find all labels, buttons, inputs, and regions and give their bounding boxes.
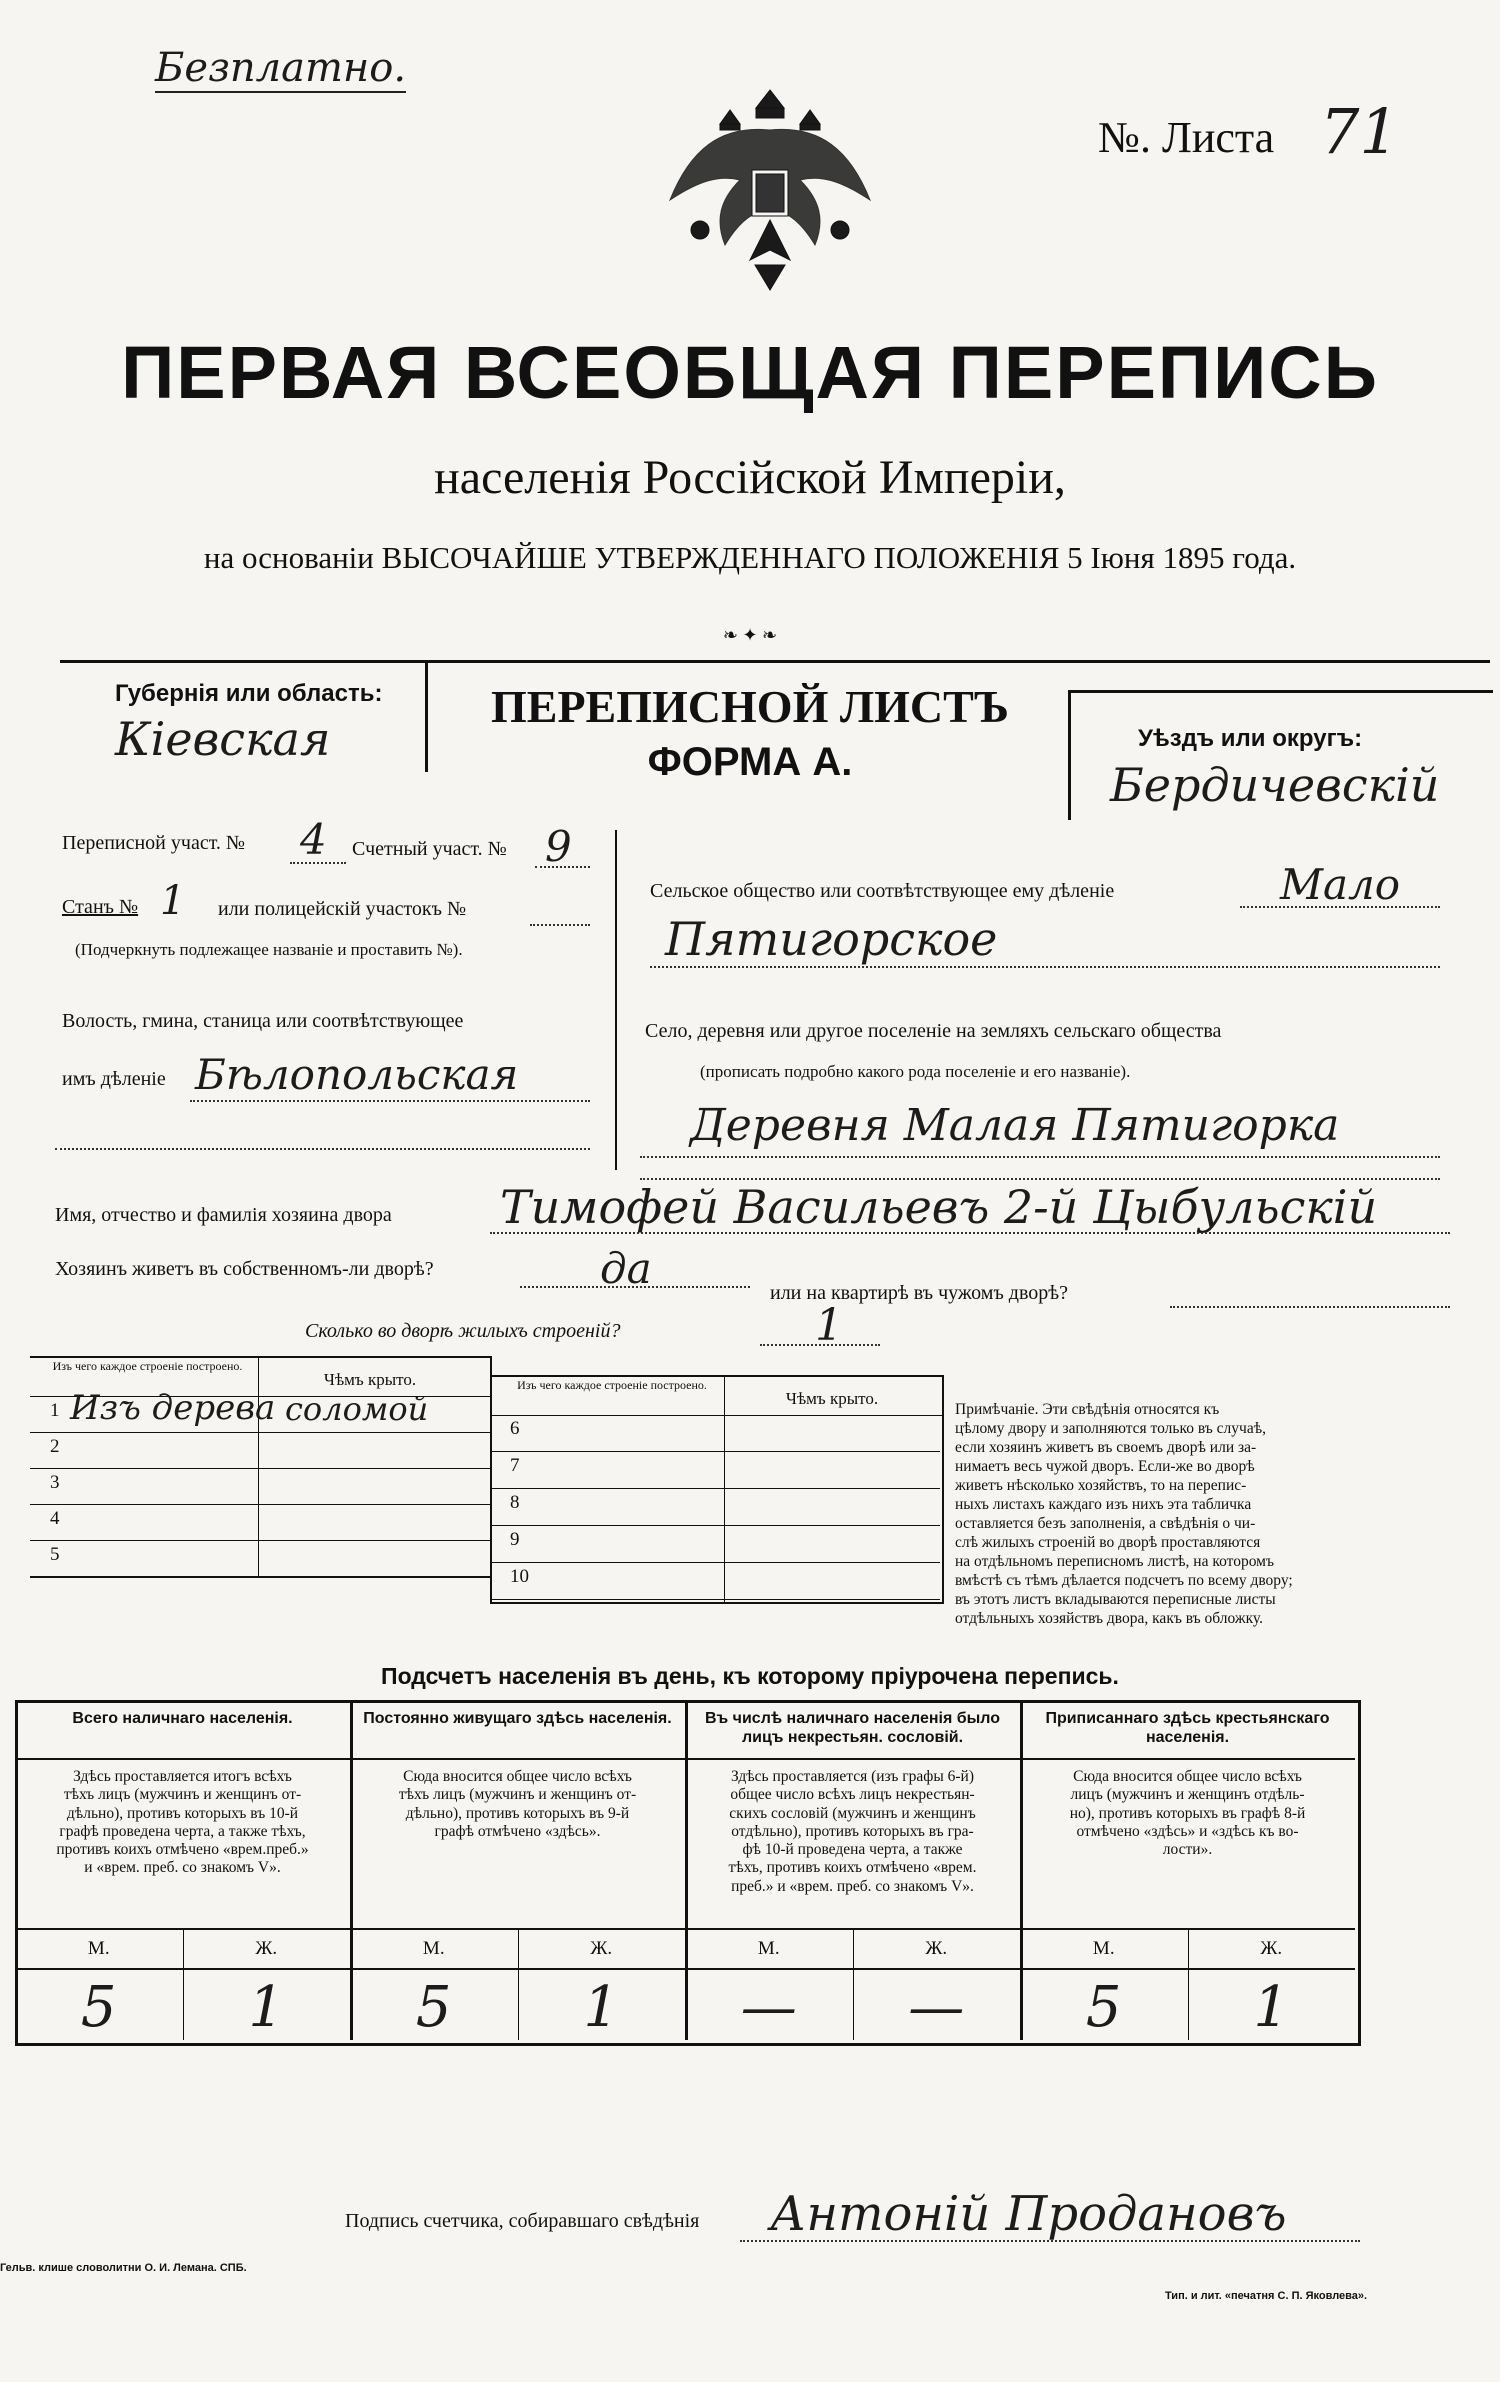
village-label: Село, деревня или другое поселеніе на земляхъ сельскаго общества — [645, 1020, 1222, 1042]
rent-label: или на квартирѣ въ чужомъ дворѣ? — [770, 1282, 1069, 1304]
building-row-number: 6 — [510, 1418, 520, 1439]
building-roof-value: соломой — [285, 1390, 429, 1428]
building-row-line — [490, 1488, 940, 1489]
signature-value: Антоній Продановъ — [770, 2186, 1287, 2242]
population-desc-line: тѣхъ лицъ (мужчинъ и женщинъ от- — [398, 1786, 637, 1804]
owner-name-line — [490, 1232, 1450, 1234]
population-col-desc — [691, 1768, 1014, 1896]
population-desc-line: Сюда вносится общее число всѣхъ — [1073, 1768, 1302, 1785]
population-desc-line: и «врем. преб. со знакомъ V». — [84, 1859, 281, 1877]
building-row-number: 8 — [510, 1492, 520, 1513]
own-yard-line — [520, 1286, 750, 1288]
population-desc-line: Сюда вносится общее число всѣхъ — [403, 1768, 632, 1785]
male-count: 5 — [415, 1975, 452, 2040]
mid-divider — [615, 830, 617, 1170]
volost-line-1 — [190, 1100, 590, 1102]
society-value-1: Мало — [1280, 860, 1401, 909]
stan-label: Станъ № — [62, 896, 139, 918]
population-desc-line: лости». — [1162, 1841, 1213, 1859]
male-count: 5 — [80, 1975, 117, 2040]
female-count: — — [908, 1975, 965, 2040]
population-desc-line: общее число всѣхъ лицъ некрестьян- — [730, 1786, 975, 1804]
population-heading: Подсчетъ населенія въ день, къ которому пріурочена перепись. — [381, 1663, 1119, 1689]
police-note: (Подчеркнуть подлежащее названіе и проставить №). — [75, 940, 463, 959]
owner-name-value: Тимофей Васильевъ 2-й Цыбульскій — [500, 1180, 1378, 1234]
village-value: Деревня Малая Пятигорка — [690, 1100, 1340, 1151]
building-row-line — [490, 1599, 940, 1600]
volost-value: Бѣлопольская — [195, 1050, 519, 1099]
building-row-line — [490, 1525, 940, 1526]
female-count: 1 — [583, 1975, 620, 2040]
coat-of-arms-emblem — [660, 70, 880, 300]
district-value: Бердичевскій — [1110, 758, 1440, 812]
district-label: Уѣздъ или округъ: — [1138, 725, 1363, 752]
male-count: 5 — [1085, 1975, 1122, 2040]
building-row-line — [30, 1468, 490, 1469]
building-row-number: 10 — [510, 1566, 529, 1587]
population-desc-line: тѣхъ лицъ (мужчинъ и женщинъ от- — [63, 1786, 302, 1804]
roof-header-right: Чѣмъ крыто. — [785, 1389, 879, 1408]
free-label: Безплатно. — [155, 45, 407, 91]
ornament-divider: ❧ ✦ ❧ — [722, 625, 778, 645]
form-title: ПЕРЕПИСНОЙ ЛИСТЪ — [490, 681, 1010, 732]
subtitle: населенія Россійской Имперіи, — [434, 451, 1066, 504]
female-header: Ж. — [255, 1938, 278, 1959]
male-header: М. — [87, 1938, 110, 1959]
village-line-1 — [640, 1156, 1440, 1158]
volost-label-2: имъ дѣленіе — [62, 1068, 166, 1090]
count-sector-value: 9 — [545, 822, 572, 871]
material-header-right: Изъ чего каждое строеніе построено. — [517, 1378, 707, 1392]
population-col-title: Въ числѣ наличнаго населенія было лицъ некрестьян. сословій. — [705, 1710, 1000, 1746]
building-row-line — [30, 1576, 490, 1577]
building-row-line — [490, 1451, 940, 1452]
sheet-number-label: №. Листа — [1098, 113, 1275, 162]
header-divider-right — [492, 1415, 942, 1416]
society-line-1 — [1240, 906, 1440, 908]
building-row-line — [30, 1504, 490, 1505]
note-line: если хозяинъ живетъ въ своемъ дворѣ или за- — [955, 1439, 1257, 1456]
count-sector-label: Счетный участ. № — [352, 838, 507, 860]
signature-label: Подпись счетчика, собиравшаго свѣдѣнія — [345, 2210, 700, 2232]
building-row-line — [30, 1432, 490, 1433]
col-divider-right — [724, 1377, 725, 1602]
population-col-desc — [21, 1768, 344, 1878]
building-row-number: 5 — [50, 1544, 60, 1565]
population-desc-line: лицъ (мужчинъ и женщинъ отдѣль- — [1070, 1786, 1305, 1804]
note-line: цѣлому двору и заполняются только въ случаѣ, — [955, 1420, 1266, 1437]
note-line: вмѣстѣ съ тѣмъ дѣлается подсчетъ по всему двору; — [955, 1572, 1293, 1589]
population-col-desc — [356, 1768, 679, 1841]
note-line: ныхъ листахъ каждаго изъ нихъ эта табличка — [955, 1496, 1252, 1513]
population-col-title: Приписаннаго здѣсь крестьянскаго населенія. — [1045, 1710, 1330, 1746]
population-desc-line: скихъ сословій (мужчинъ и женщинъ — [729, 1804, 976, 1822]
population-desc-line: дѣльно), противъ которыхъ въ 9-й — [405, 1804, 630, 1822]
signature-line — [740, 2240, 1360, 2242]
form-rule — [60, 660, 1490, 663]
population-title-rule — [15, 1758, 350, 1760]
female-count: 1 — [248, 1975, 285, 2040]
male-header: М. — [1092, 1938, 1115, 1959]
census-sector-label: Переписной участ. № — [62, 832, 246, 854]
building-row-number: 4 — [50, 1508, 60, 1529]
stan-value: 1 — [160, 878, 186, 924]
population-title-rule — [685, 1758, 1020, 1760]
own-yard-value: да — [600, 1244, 652, 1293]
male-header: М. — [422, 1938, 445, 1959]
building-row-line — [30, 1540, 490, 1541]
population-desc-line: отдѣльно), противъ которыхъ въ гра- — [731, 1822, 974, 1840]
note-line: отдѣльныхъ хозяйствъ двора, какъ въ обложку. — [955, 1610, 1264, 1627]
province-label: Губернія или область: — [115, 680, 383, 707]
material-header: Изъ чего каждое строеніе построено. — [52, 1359, 243, 1373]
form-subtitle: ФОРМА А. — [647, 740, 853, 784]
census-sector-value: 4 — [300, 815, 327, 864]
buildings-note — [955, 1400, 1395, 1628]
male-header: М. — [757, 1938, 780, 1959]
note-line: на отдѣльномъ переписномъ листѣ, на которомъ — [955, 1553, 1274, 1570]
building-material-value: Изъ дерева — [70, 1388, 276, 1428]
village-note: (прописать подробно какого рода поселеніе и его названіе). — [700, 1062, 1131, 1081]
society-label: Сельское общество или соотвѣтствующее ему дѣленіе — [650, 880, 1115, 902]
female-header: Ж. — [925, 1938, 948, 1959]
building-row-number: 3 — [50, 1472, 60, 1493]
female-header: Ж. — [1260, 1938, 1283, 1959]
population-desc-line: фѣ 10-й проведена черта, а также — [742, 1841, 963, 1859]
basis-text: на основаніи ВЫСОЧАЙШЕ УТВЕРЖДЕННАГО ПОЛОЖЕНІЯ 5 Іюня 1895 года. — [203, 540, 1297, 575]
census-sector-line — [290, 862, 346, 864]
owner-name-label: Имя, отчество и фамилія хозяина двора — [55, 1204, 392, 1226]
population-desc-line: графѣ отмѣчено «здѣсь». — [434, 1822, 601, 1840]
building-row-line — [490, 1562, 940, 1563]
note-line: въ этотъ листъ вкладываются переписные листы — [955, 1591, 1276, 1608]
note-line: живетъ нѣсколько хозяйствъ, то на перепис- — [955, 1477, 1247, 1494]
roof-header: Чѣмъ крыто. — [323, 1370, 417, 1389]
province-box-right — [425, 662, 428, 772]
police-label: или полицейскій участокъ № — [218, 898, 467, 920]
volost-line-2 — [55, 1148, 590, 1150]
population-desc-line: но), противъ которыхъ въ графѣ 8-й — [1069, 1804, 1306, 1822]
male-count: — — [740, 1975, 797, 2040]
building-row-number: 1 — [50, 1400, 60, 1421]
note-line: Примѣчаніе. Эти свѣдѣнія относятся къ — [955, 1401, 1220, 1418]
population-col-title: Всего наличнаго населенія. — [72, 1710, 293, 1727]
province-value: Кіевская — [115, 712, 331, 766]
population-col-desc — [1026, 1768, 1349, 1859]
population-desc-line: графѣ проведена черта, а также тѣхъ, — [59, 1822, 306, 1840]
rent-line — [1170, 1306, 1450, 1308]
printer-left: Гельв. клише словолитни О. И. Лемана. СПБ. — [0, 2262, 247, 2274]
population-desc-line: Здѣсь проставляется (изъ графы 6-й) — [730, 1768, 974, 1785]
note-line: слѣ жилыхъ строеній во дворѣ проставляются — [955, 1534, 1261, 1551]
note-line: нимаетъ весь чужой дворъ. Если-же во дворѣ — [955, 1458, 1255, 1475]
population-col-title: Постоянно живущаго здѣсь населенія. — [363, 1710, 672, 1727]
population-desc-line: Здѣсь проставляется итогъ всѣхъ — [73, 1768, 292, 1785]
population-desc-line: тѣхъ, противъ коихъ отмѣчено «врем. — [728, 1859, 977, 1877]
buildings-table-right — [490, 1375, 944, 1604]
police-line — [530, 924, 590, 926]
buildings-value: 1 — [815, 1300, 843, 1351]
population-desc-line: противъ коихъ отмѣчено «врем.преб.» — [56, 1841, 309, 1859]
society-value-2: Пятигорское — [665, 912, 998, 966]
main-title: ПЕРВАЯ ВСЕОБЩАЯ ПЕРЕПИСЬ — [121, 331, 1379, 414]
population-title-rule — [350, 1758, 685, 1760]
sheet-number-value: 71 — [1320, 95, 1399, 168]
population-desc-line: преб.» и «врем. преб. со знакомъ V». — [731, 1877, 974, 1895]
own-yard-label: Хозяинъ живетъ въ собственномъ-ли дворѣ? — [55, 1258, 434, 1280]
population-desc-line: отмѣчено «здѣсь» и «здѣсь къ во- — [1076, 1822, 1299, 1840]
building-row-number: 7 — [510, 1455, 520, 1476]
count-sector-line — [535, 866, 590, 868]
district-box-left — [1068, 690, 1071, 820]
printer-right: Тип. и лит. «печатня С. П. Яковлева». — [1165, 2290, 1368, 2302]
note-line: оставляется безъ заполненія, а свѣдѣнія о чи- — [955, 1515, 1256, 1532]
female-count: 1 — [1253, 1975, 1290, 2040]
volost-label-1: Волость, гмина, станица или соотвѣтствующее — [62, 1010, 464, 1032]
building-row-number: 2 — [50, 1436, 60, 1457]
district-box-top — [1068, 690, 1493, 693]
building-row-number: 9 — [510, 1529, 520, 1550]
population-desc-line: дѣльно), противъ которыхъ въ 10-й — [66, 1804, 299, 1822]
female-header: Ж. — [590, 1938, 613, 1959]
buildings-label: Сколько во дворѣ жилыхъ строеній? — [305, 1320, 621, 1342]
population-title-rule — [1020, 1758, 1355, 1760]
society-line-2 — [650, 966, 1440, 968]
buildings-line — [760, 1344, 880, 1346]
